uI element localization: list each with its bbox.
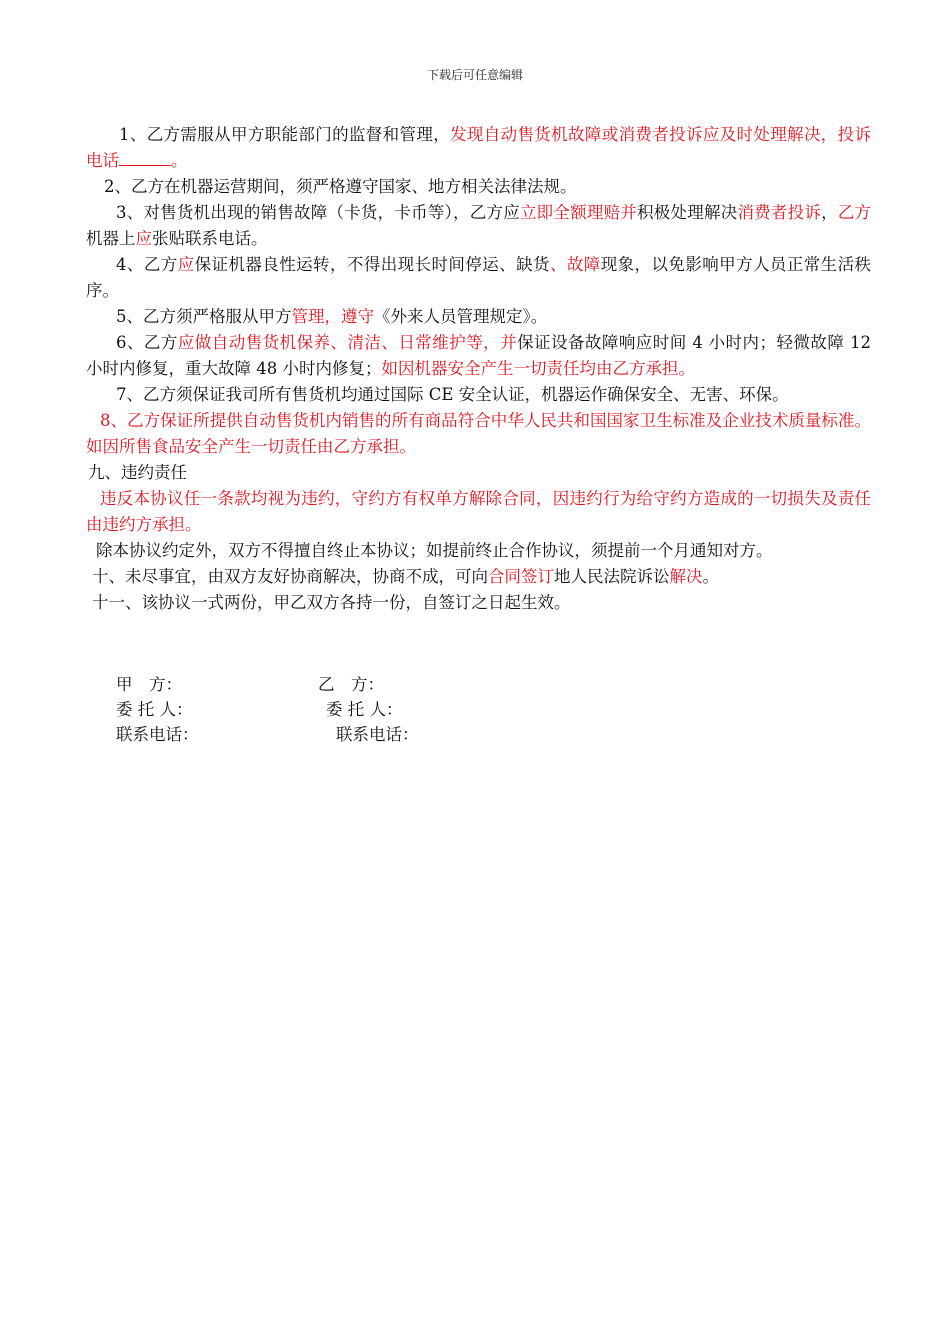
clause-4-emphasis-a: 应 bbox=[177, 255, 195, 274]
section-11: 十一、该协议一式两份，甲乙双方各持一份，自签订之日起生效。 bbox=[92, 593, 571, 612]
clause-3-text-b: 积极处理解决 bbox=[637, 203, 738, 222]
clause-5 bbox=[86, 304, 871, 330]
clause-6-text-b: 保证设备故障响应时间 4 小时内；轻微故障 12 小时内修复，重大故障 48 小时内修复； bbox=[86, 333, 871, 378]
clause-3-text-d: 机器上 bbox=[86, 229, 136, 248]
clause-4-text-b: 保证机器良性运转，不得出现长时间停运、缺货 bbox=[194, 255, 550, 274]
section-10-text-a: 十、未尽事宜，由双方友好协商解决，协商不成，可向 bbox=[92, 567, 488, 586]
clause-2: 2、乙方在机器运营期间，须严格遵守国家、地方相关法律法规。 bbox=[104, 177, 577, 196]
termination-clause: 除本协议约定外，双方不得擅自终止本协议；如提前终止合作协议，须提前一个月通知对方。 bbox=[96, 541, 773, 560]
clause-5-text-b: 《外来人员管理规定》。 bbox=[374, 307, 548, 326]
section-9-text: 违反本协议任一条款均视为违约，守约方有权单方解除合同，因违约行为给守约方造成的一切损失及责任由违约方承担。 bbox=[86, 489, 871, 534]
clause-3-emphasis-d: 应 bbox=[135, 229, 152, 248]
complaint-phone-blank bbox=[119, 149, 171, 166]
clause-6-text-a: 6、乙方 bbox=[116, 333, 178, 352]
section-10-emphasis-a: 合同签订 bbox=[488, 567, 554, 586]
clause-4-text-c: 现象，以免影响甲方人员正常生活秩序。 bbox=[86, 255, 872, 300]
phone-a-label: 联系电话： bbox=[116, 725, 199, 744]
clause-3-emphasis-a: 立即全额理赔并 bbox=[519, 203, 638, 222]
section-10-emphasis-b: 解决 bbox=[669, 567, 703, 586]
phone-b-label: 联系电话： bbox=[336, 725, 419, 744]
clause-1-text: 1、乙方需服从甲方职能部门的监督和管理， bbox=[119, 125, 451, 144]
section-9-title: 九、违约责任 bbox=[88, 463, 187, 482]
clause-3-text-a: 3、对售货机出现的销售故障（卡货，卡币等），乙方应 bbox=[116, 203, 520, 222]
clause-1 bbox=[86, 122, 871, 174]
clause-1-emphasis: 发现自动售货机故障或消费者投诉应及时处理解决，投诉电话 bbox=[86, 125, 872, 170]
clause-6-emphasis-a: 应做自动售货机保养、清洁、日常维护等，并 bbox=[177, 333, 518, 352]
clause-3-emphasis-b: 消费者投诉 bbox=[737, 203, 822, 222]
party-a-label: 甲 方： bbox=[116, 675, 182, 694]
clause-3 bbox=[86, 200, 871, 252]
section-10 bbox=[86, 564, 871, 590]
clause-3-emphasis-c: 乙方 bbox=[837, 203, 872, 222]
clause-3-text-e: 张贴联系电话。 bbox=[152, 229, 268, 248]
clause-5-emphasis: 管理，遵守 bbox=[291, 307, 374, 326]
clause-5-text-a: 5、乙方须严格服从甲方 bbox=[116, 307, 292, 326]
agent-b-label: 委 托 人： bbox=[326, 700, 403, 719]
party-b-label: 乙 方： bbox=[318, 675, 384, 694]
clause-7: 7、乙方须保证我司所有售货机均通过国际 CE 安全认证，机器运作确保安全、无害、环保。 bbox=[116, 385, 789, 404]
section-10-text-c: 。 bbox=[702, 567, 719, 586]
agent-a-label: 委 托 人： bbox=[116, 700, 193, 719]
page-header: 下载后可任意编辑 bbox=[426, 68, 523, 82]
agreement-body bbox=[86, 122, 871, 616]
clause-1-end: 。 bbox=[171, 151, 188, 170]
clause-6 bbox=[86, 330, 871, 382]
clause-8: 8、乙方保证所提供自动售货机内销售的所有商品符合中华人民共和国国家卫生标准及企业技术质量标准。如因所售食品安全产生一切责任由乙方承担。 bbox=[86, 411, 871, 456]
clause-3-text-c: ， bbox=[821, 203, 838, 222]
clause-6-emphasis-b: 如因机器安全产生一切责任均由乙方承担。 bbox=[381, 359, 695, 378]
section-10-text-b: 地人民法院诉讼 bbox=[554, 567, 670, 586]
clause-4 bbox=[86, 252, 871, 304]
clause-4-text-a: 4、乙方 bbox=[116, 255, 178, 274]
clause-4-emphasis-b: 、故障 bbox=[549, 255, 601, 274]
